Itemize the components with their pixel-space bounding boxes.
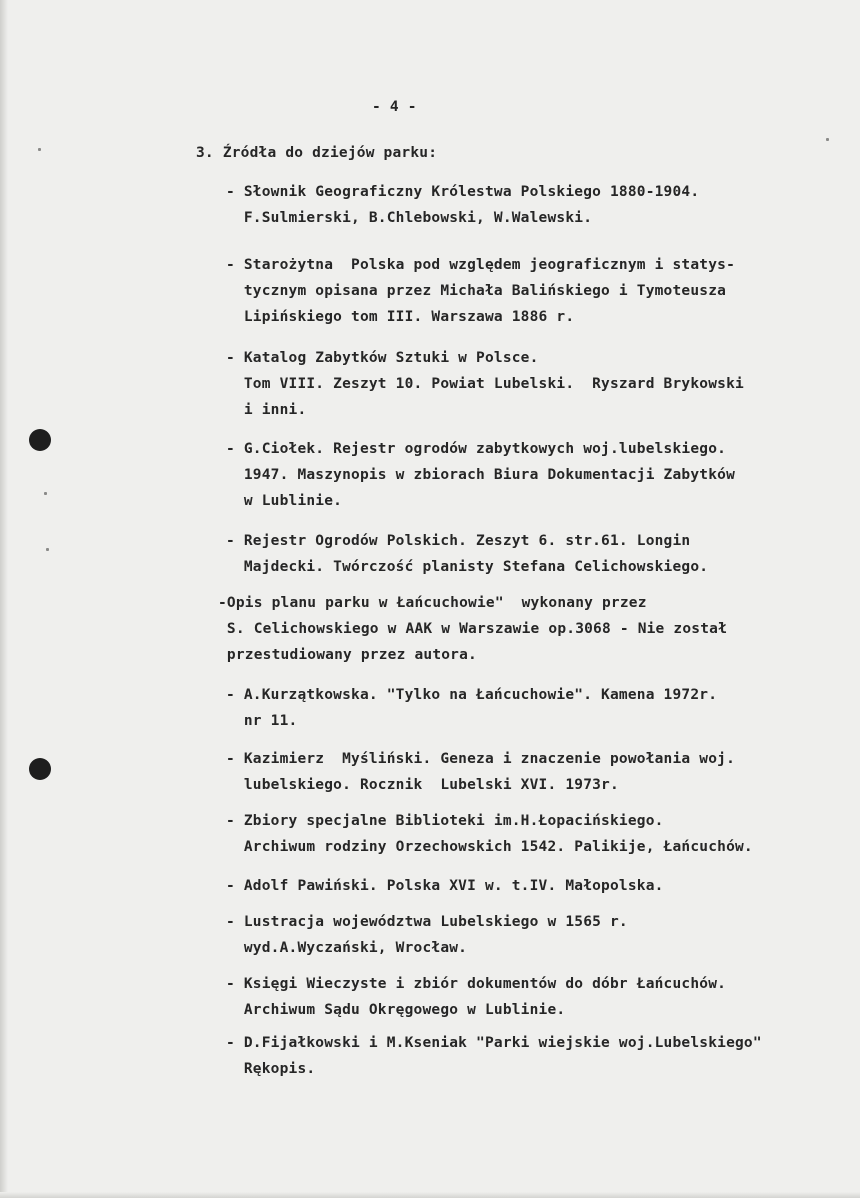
entry-line: - Rejestr Ogrodów Polskich. Zeszyt 6. str.61. Longin [226, 533, 691, 549]
entry-line: S. Celichowskiego w AAK w Warszawie op.3068 - Nie został [218, 621, 727, 637]
page-number: - 4 - [372, 99, 417, 115]
entry-line: - Adolf Pawiński. Polska XVI w. t.IV. Małopolska. [226, 878, 664, 894]
paper-speck [46, 548, 49, 551]
entry-line: i inni. [226, 402, 307, 418]
entry-line: -Opis planu parku w Łańcuchowie" wykonany przez [218, 595, 647, 611]
entry-line: w Lublinie. [226, 493, 343, 509]
punch-hole-lower [29, 758, 51, 780]
paper-speck [44, 492, 47, 495]
entry-line: nr 11. [226, 713, 298, 729]
entry-line: - Księgi Wieczyste i zbiór dokumentów do dóbr Łańcuchów. [226, 976, 727, 992]
entry-line: - Zbiory specjalne Biblioteki im.H.Łopacińskiego. [226, 813, 664, 829]
entry-line: - Słownik Geograficzny Królestwa Polskiego 1880-1904. [226, 184, 700, 200]
entry-line: Archiwum Sądu Okręgowego w Lublinie. [226, 1002, 566, 1018]
entry-line: Tom VIII. Zeszyt 10. Powiat Lubelski. Ryszard Brykowski [226, 376, 744, 392]
entry-line: lubelskiego. Rocznik Lubelski XVI. 1973r. [226, 777, 619, 793]
entry-line: Majdecki. Twórczość planisty Stefana Celichowskiego. [226, 559, 709, 575]
paper-speck [826, 138, 829, 141]
entry-line: tycznym opisana przez Michała Balińskiego i Tymoteusza [226, 283, 727, 299]
entry-line: - Katalog Zabytków Sztuki w Polsce. [226, 350, 539, 366]
entry-line: F.Sulmierski, B.Chlebowski, W.Walewski. [226, 210, 593, 226]
entry-line: 1947. Maszynopis w zbiorach Biura Dokumentacji Zabytków [226, 467, 735, 483]
entry-line: - Starożytna Polska pod względem jeograficznym i statys- [226, 257, 735, 273]
entry-line: Lipińskiego tom III. Warszawa 1886 r. [226, 309, 575, 325]
entry-line: - A.Kurzątkowska. "Tylko na Łańcuchowie". Kamena 1972r. [226, 687, 718, 703]
entry-line: Archiwum rodziny Orzechowskich 1542. Palikije, Łańcuchów. [226, 839, 753, 855]
page-bottom-edge [0, 1192, 860, 1198]
section-number: 3. [196, 145, 214, 161]
entry-line: - G.Ciołek. Rejestr ogrodów zabytkowych woj.lubelskiego. [226, 441, 727, 457]
entry-line: Rękopis. [226, 1061, 316, 1077]
entry-line: wyd.A.Wyczański, Wrocław. [226, 940, 468, 956]
entry-line: przestudiowany przez autora. [218, 647, 477, 663]
entry-line: - D.Fijałkowski i M.Kseniak "Parki wiejskie woj.Lubelskiego" [226, 1035, 762, 1051]
page-left-edge [0, 0, 8, 1198]
section-title: Źródła do dziejów parku: [222, 145, 438, 161]
punch-hole-upper [29, 429, 51, 451]
section-heading [196, 144, 437, 162]
entry-line: - Kazimierz Myśliński. Geneza i znaczenie powołania woj. [226, 751, 735, 767]
entry-line: - Lustracja województwa Lubelskiego w 1565 r. [226, 914, 628, 930]
paper-speck [38, 148, 41, 151]
